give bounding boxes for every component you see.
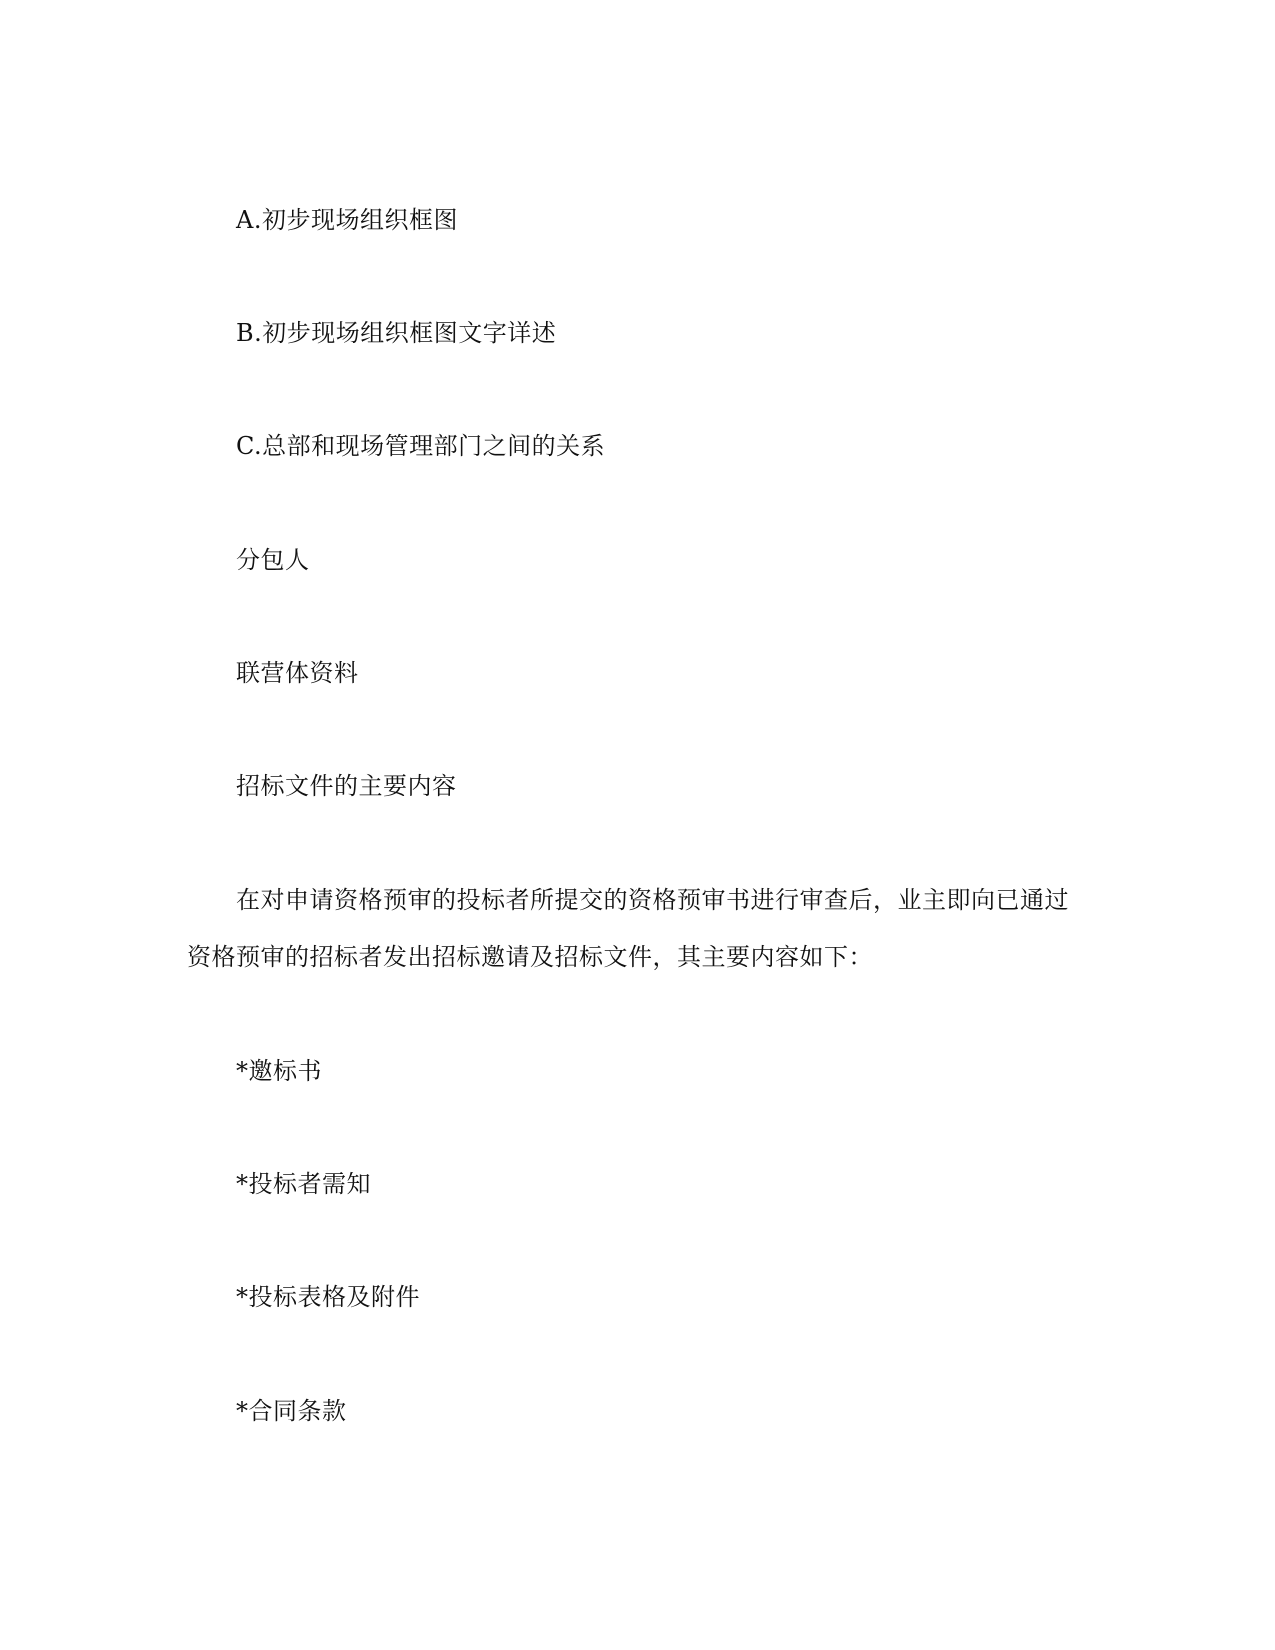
item-a-org-chart: A.初步现场组织框图 (236, 206, 458, 234)
heading-subcontractor: 分包人 (236, 546, 310, 574)
bullet-bid-forms: *投标表格及附件 (236, 1283, 420, 1311)
paragraph-line-2: 资格预审的招标者发出招标邀请及招标文件，其主要内容如下： (187, 943, 873, 971)
bullet-bidder-instructions: *投标者需知 (236, 1170, 371, 1198)
item-c-hq-site-relationship: C.总部和现场管理部门之间的关系 (236, 432, 606, 460)
paragraph-line-1: 在对申请资格预审的投标者所提交的资格预审书进行审查后，业主即向已通过 (236, 886, 1069, 914)
item-b-org-chart-description: B.初步现场组织框图文字详述 (236, 319, 557, 347)
heading-joint-venture: 联营体资料 (236, 659, 359, 687)
heading-tender-contents: 招标文件的主要内容 (236, 772, 457, 800)
bullet-invitation: *邀标书 (236, 1057, 322, 1085)
bullet-contract-terms: *合同条款 (236, 1397, 347, 1425)
